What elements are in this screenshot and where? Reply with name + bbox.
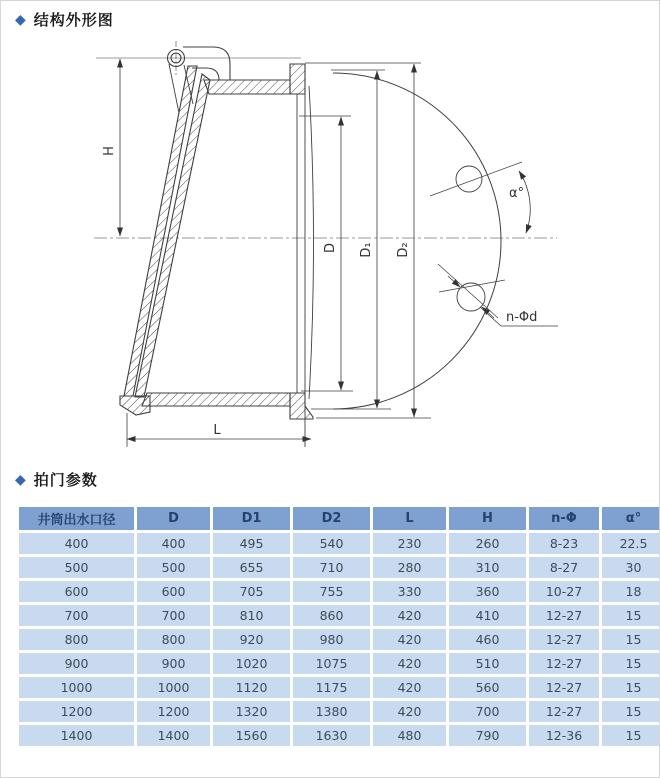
disc-front-arc — [333, 73, 501, 409]
flap-valve-parameter-table — [16, 504, 660, 749]
table-cell: 360 — [449, 581, 526, 602]
table-header-cell: D2 — [293, 507, 370, 530]
table-cell: 655 — [213, 557, 290, 578]
table-cell: 460 — [449, 629, 526, 650]
table-cell: 18 — [602, 581, 660, 602]
table-header-row — [19, 507, 660, 530]
dim-alpha-arc — [519, 171, 530, 233]
table-cell: 700 — [449, 701, 526, 722]
table-cell: 12-27 — [529, 653, 599, 674]
body-top-wall — [204, 80, 290, 94]
table-cell: 12-27 — [529, 605, 599, 626]
table-header-cell: 井筒出水口径 — [19, 507, 134, 530]
table-cell: 15 — [602, 605, 660, 626]
table-cell: 230 — [373, 533, 446, 554]
table-cell: 600 — [137, 581, 210, 602]
table-cell: 1380 — [293, 701, 370, 722]
table-cell: 480 — [373, 725, 446, 746]
table-cell: 540 — [293, 533, 370, 554]
table-cell: 12-27 — [529, 677, 599, 698]
table-header-cell: n-Φ — [529, 507, 599, 530]
table-cell: 12-27 — [529, 701, 599, 722]
table-cell: 12-27 — [529, 629, 599, 650]
table-row — [19, 533, 660, 554]
table-cell: 860 — [293, 605, 370, 626]
table-cell: 900 — [137, 653, 210, 674]
table-cell: 600 — [19, 581, 134, 602]
table-row — [19, 605, 660, 626]
table-cell: 1200 — [19, 701, 134, 722]
table-cell: 330 — [373, 581, 446, 602]
table-header-cell: D — [137, 507, 210, 530]
section-title-params — [15, 469, 98, 490]
table-row — [19, 653, 660, 674]
table-body — [19, 533, 660, 746]
diamond-icon: ◆ — [15, 11, 27, 28]
table-cell: 980 — [293, 629, 370, 650]
table-cell: 15 — [602, 677, 660, 698]
table-header-cell: α° — [602, 507, 660, 530]
table-row — [19, 725, 660, 746]
table-cell: 920 — [213, 629, 290, 650]
table-row — [19, 677, 660, 698]
table-cell: 400 — [19, 533, 134, 554]
disc-side-profile — [309, 86, 314, 399]
table-cell: 800 — [19, 629, 134, 650]
table-cell: 15 — [602, 653, 660, 674]
table-cell: 1320 — [213, 701, 290, 722]
dim-label-l: L — [213, 423, 221, 438]
bolt-lower-axis-line — [438, 264, 498, 318]
valve-body — [96, 41, 525, 447]
diamond-icon: ◆ — [15, 471, 27, 488]
table-cell: 1400 — [137, 725, 210, 746]
table-cell: 800 — [137, 629, 210, 650]
table-cell: 310 — [449, 557, 526, 578]
section-title-structure — [15, 9, 114, 30]
bolt-hole-upper — [456, 166, 482, 192]
table-cell: 420 — [373, 653, 446, 674]
table-cell: 810 — [213, 605, 290, 626]
flap-plate-inner-layer — [135, 74, 210, 397]
table-cell: 1200 — [137, 701, 210, 722]
table-cell: 500 — [137, 557, 210, 578]
table-cell: 420 — [373, 629, 446, 650]
table-cell: 8-27 — [529, 557, 599, 578]
dim-label-h: H — [102, 146, 117, 156]
table-cell: 420 — [373, 701, 446, 722]
table-cell: 700 — [137, 605, 210, 626]
table-cell: 400 — [137, 533, 210, 554]
table-cell: 1000 — [19, 677, 134, 698]
table-row — [19, 629, 660, 650]
table-cell: 495 — [213, 533, 290, 554]
table-cell: 22.5 — [602, 533, 660, 554]
table-header-cell: H — [449, 507, 526, 530]
table-cell: 1120 — [213, 677, 290, 698]
table-cell: 15 — [602, 701, 660, 722]
bolt-dim-arrow-upper — [448, 276, 460, 287]
table-cell: 705 — [213, 581, 290, 602]
table-cell: 260 — [449, 533, 526, 554]
table-row — [19, 701, 660, 722]
structure-diagram — [1, 1, 660, 469]
table-cell: 500 — [19, 557, 134, 578]
table-cell: 410 — [449, 605, 526, 626]
table-cell: 755 — [293, 581, 370, 602]
table-cell: 1020 — [213, 653, 290, 674]
table-cell: 1175 — [293, 677, 370, 698]
hinge-lug-left-edge — [169, 64, 179, 113]
table-cell: 900 — [19, 653, 134, 674]
table-cell: 510 — [449, 653, 526, 674]
table-cell: 30 — [602, 557, 660, 578]
dim-label-alpha: α° — [509, 186, 525, 201]
table-cell: 1560 — [213, 725, 290, 746]
bolt-hole-lower — [457, 283, 485, 311]
table-cell: 790 — [449, 725, 526, 746]
table-cell: 560 — [449, 677, 526, 698]
top-flange-tab — [290, 64, 305, 94]
table-cell: 1400 — [19, 725, 134, 746]
flap-plate-outer-layer — [124, 66, 197, 396]
table-cell: 1000 — [137, 677, 210, 698]
dim-label-d1: D₁ — [359, 242, 374, 258]
table-cell: 280 — [373, 557, 446, 578]
dim-label-n-phi-d: n-Φd — [506, 310, 538, 325]
table-cell: 420 — [373, 677, 446, 698]
table-header-cell: L — [373, 507, 446, 530]
section-title-text: 拍门参数 — [33, 471, 98, 489]
table-cell: 710 — [293, 557, 370, 578]
body-bottom-wall — [142, 393, 290, 406]
table-header-cell: D1 — [213, 507, 290, 530]
table-row — [19, 581, 660, 602]
table-cell: 15 — [602, 725, 660, 746]
table-cell: 10-27 — [529, 581, 599, 602]
section-title-text: 结构外形图 — [33, 11, 114, 29]
table-cell: 12-36 — [529, 725, 599, 746]
dim-label-d2: D₂ — [396, 242, 411, 258]
table-cell: 15 — [602, 629, 660, 650]
table-row — [19, 557, 660, 578]
table-cell: 420 — [373, 605, 446, 626]
table-cell: 700 — [19, 605, 134, 626]
dim-label-d: D — [323, 242, 338, 254]
table-cell: 8-23 — [529, 533, 599, 554]
table-cell: 1630 — [293, 725, 370, 746]
table-cell: 1075 — [293, 653, 370, 674]
